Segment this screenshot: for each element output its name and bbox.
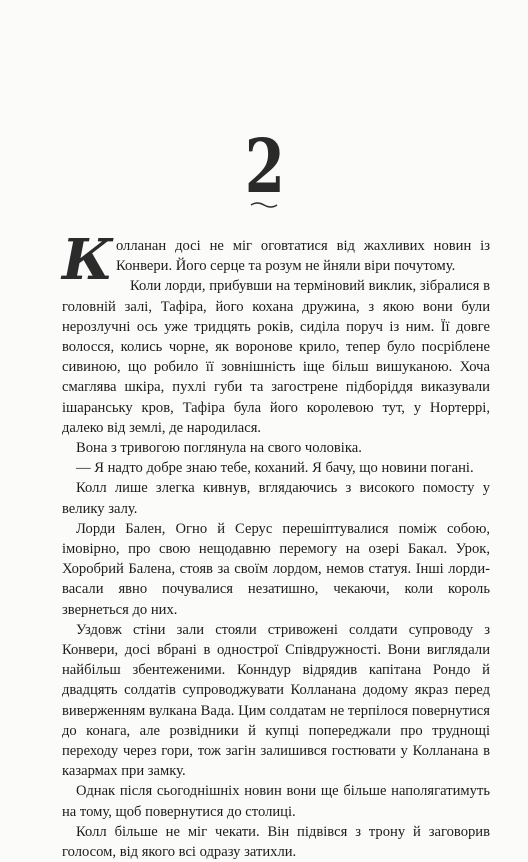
paragraph: — Я надто добре знаю тебе, коханий. Я бачу, що новини погані. — [76, 460, 474, 477]
paragraph: Однак після сьогоднішніх новин вони ще більше наполягатимуть на тому, щоб повернутися до столиці. — [62, 783, 490, 820]
paragraph: Уздовж стіни зали стояли стривожені солдати супроводу з Конвери, досі вбрані в однострої Співдружності. Вони виглядали найбільш збентеженими. Конндур відрядив капітана Рондо й двадцять солдатів супроводжувати Колланана додому якраз перед виверженням вулкана Вада. Цим солдатам не терпілося повернутися до конага, але розвідники й купці попереджали про труднощі переходу через гори, тож загін залишився гостювати у Колланана в казармах при замку. — [62, 621, 490, 780]
paragraph: Вона з тривогою поглянула на свого чоловіка. — [76, 440, 362, 457]
chapter-ornament-icon — [249, 200, 279, 210]
paragraph: Колл більше не міг чекати. Він підвівся з трону й заговорив голосом, від якого всі одразу затихли. — [62, 823, 490, 861]
paragraph-1-text: олланан досі не міг оговтатися від жахливих новин із Конвери. Його серце та розум не йняли віри почутому. — [115, 238, 490, 275]
paragraph: Коли лорди, прибувши на терміновий виклик, зібралися в головній залі, Тафіра, його кохана дружина, з якою вони були нерозлучні ось уже тридцять років, сиділа поруч із ним. Її довге волосся, колись чорне, як воронове крило, тепер було посріблене сивиною, що робило її зовнішність іще більш вишуканою. Хоча смаглява шкіра, пухлі губи та загострене підборіддя виказували ішаранську кров, Тафіра була його королевою тут, у Нортеррі, далеко від землі, де народилася. — [62, 278, 490, 436]
drop-cap: К — [62, 227, 113, 293]
paragraph: Лорди Бален, Огно й Серус перешіптувалися поміж собою, імовірно, про свою нещодавню перемогу на озері Бакал. Урок, Хоробрий Балена, стояв за своїм лордом, немов статуя. Інші лорди-васали явно почувалися незатишно, чекаючи, коли король звернеться до них. — [62, 520, 490, 618]
paragraph-1 — [62, 227, 490, 293]
chapter-body — [62, 227, 490, 862]
chapter-number: 2 — [244, 124, 284, 210]
paragraph: Колл лише злегка кивнув, вглядаючись з високого помосту у велику залу. — [62, 480, 490, 517]
